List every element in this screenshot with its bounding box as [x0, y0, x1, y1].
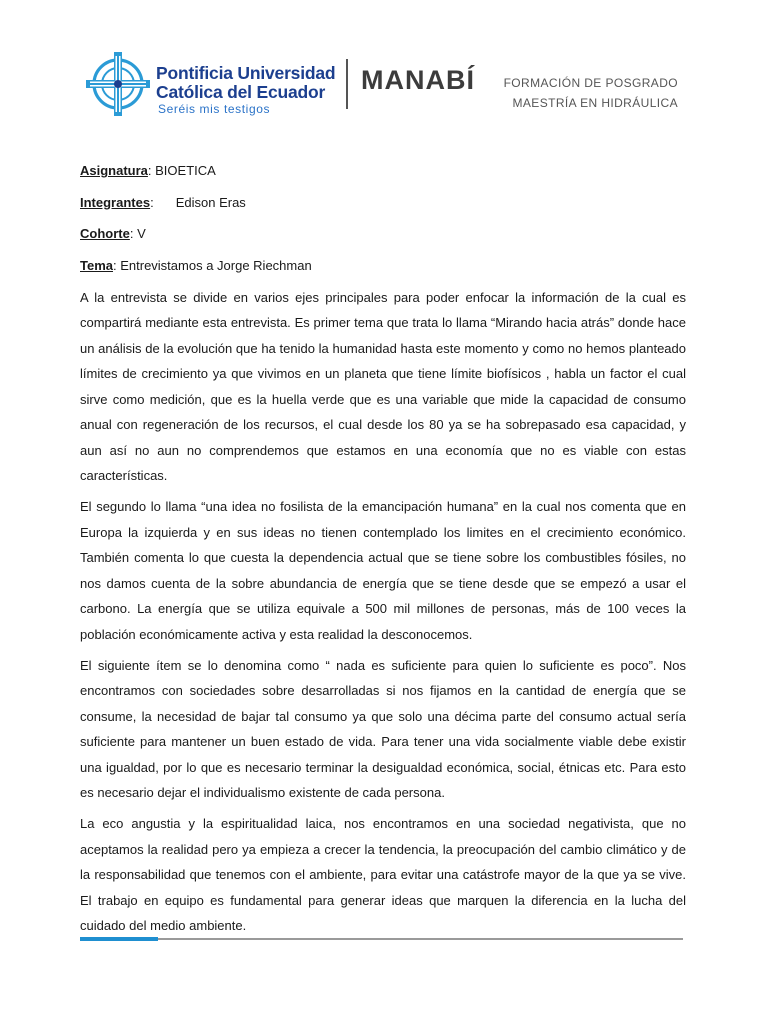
field-tema	[80, 253, 686, 279]
paragraph-1: A la entrevista se divide en varios ejes principales para poder enfocar la información de la cual es compartirá mediante esta entrevista. Es primer tema que trata lo llama “Mirando hacia atrás” donde hace un análisis de la evolución que ha tenido la humanidad hasta este momento y como no hemos planteado límites de crecimiento ya que vivimos en un planeta que tiene límite biofísicos , habla un factor el cual sirve como medición, que es la huella verde que es una variable que mide la capacidad de consumo anual con regeneración de los recursos, el cual desde los 80 ya se ha sobrepasado esa capacidad, y aun así no aun no comprendemos que estamos en una economía que no es viable con estas características.	[80, 289, 686, 484]
university-name-line1: Pontificia Universidad	[156, 63, 336, 83]
cohorte-value: : V	[129, 226, 146, 242]
integrantes-value: Edison Eras	[175, 194, 246, 210]
program-line1: FORMACIÓN DE POSGRADO	[503, 76, 678, 90]
integrantes-label: Integrantes	[80, 194, 151, 210]
tema-value: : Entrevistamos a Jorge Riechman	[113, 258, 312, 274]
footer-accent-bar	[80, 937, 158, 941]
paragraph-3: El siguiente ítem se lo denomina como “ nada es suficiente para quien lo suficiente es poco”. Nos encontramos con sociedades sobre desarrolladas si nos fijamos en la cantidad de energía que se consume, la necesidad de bajar tal consumo ya que solo una décima parte del consumo actual sería suficiente para mantener un buen estado de vida. Para tener una vida socialmente viable debe existir una igualdad, por lo que es necesario terminar la desigualdad económica, social, étnicas etc. Para esto es necesario dejar el individualismo existente de cada persona.	[80, 657, 686, 801]
university-name-line2: Católica del Ecuador	[156, 82, 326, 102]
document-body	[80, 158, 686, 944]
tema-label: Tema	[80, 258, 113, 274]
program-info	[504, 73, 678, 113]
cohorte-label: Cohorte	[80, 226, 130, 242]
asignatura-label: Asignatura	[80, 163, 148, 178]
field-integrantes	[80, 190, 686, 216]
paragraph-4: La eco angustia y la espiritualidad laica, nos encontramos en una sociedad negativista, que no aceptamos la realidad pero ya empieza a crecer la tendencia, la preocupación del cambio climático y de la responsabilidad que tenemos con el ambiente, para evitar una catástrofe mayor de la que ya se vive. El trabajo en equipo es fundamental para generar ideas que marquen la diferencia en la lucha del cuidado del medio ambiente.	[80, 816, 686, 934]
field-asignatura	[80, 158, 686, 184]
integrantes-separator: :	[150, 194, 154, 210]
university-motto: Seréis mis testigos	[158, 102, 271, 116]
program-line2: MAESTRÍA EN HIDRÁULICA	[512, 96, 678, 110]
campus-name: MANABÍ	[361, 65, 475, 95]
field-cohorte	[80, 221, 686, 247]
university-name	[156, 64, 335, 102]
footer-rule	[80, 938, 683, 940]
paragraph-2: El segundo lo llama “una idea no fosilista de la emancipación humana” en la cual nos comenta que en Europa la izquierda y en sus ideas no tienen contemplado los limites en el crecimiento económico. También comenta lo que cuesta la dependencia actual que se tiene sobre los combustibles fósiles, no nos damos cuenta de la sobre abundancia de energía que se tiene desde que se empezó a usar el carbono. La energía que se utiliza equivale a 500 mil millones de personas, más de 100 veces la población económicamente activa y esta realidad la desconocemos.	[80, 499, 686, 642]
university-emblem-icon	[84, 50, 152, 118]
header-divider	[346, 59, 348, 109]
letterhead	[0, 0, 768, 140]
asignatura-value: : BIOETICA	[147, 163, 216, 178]
